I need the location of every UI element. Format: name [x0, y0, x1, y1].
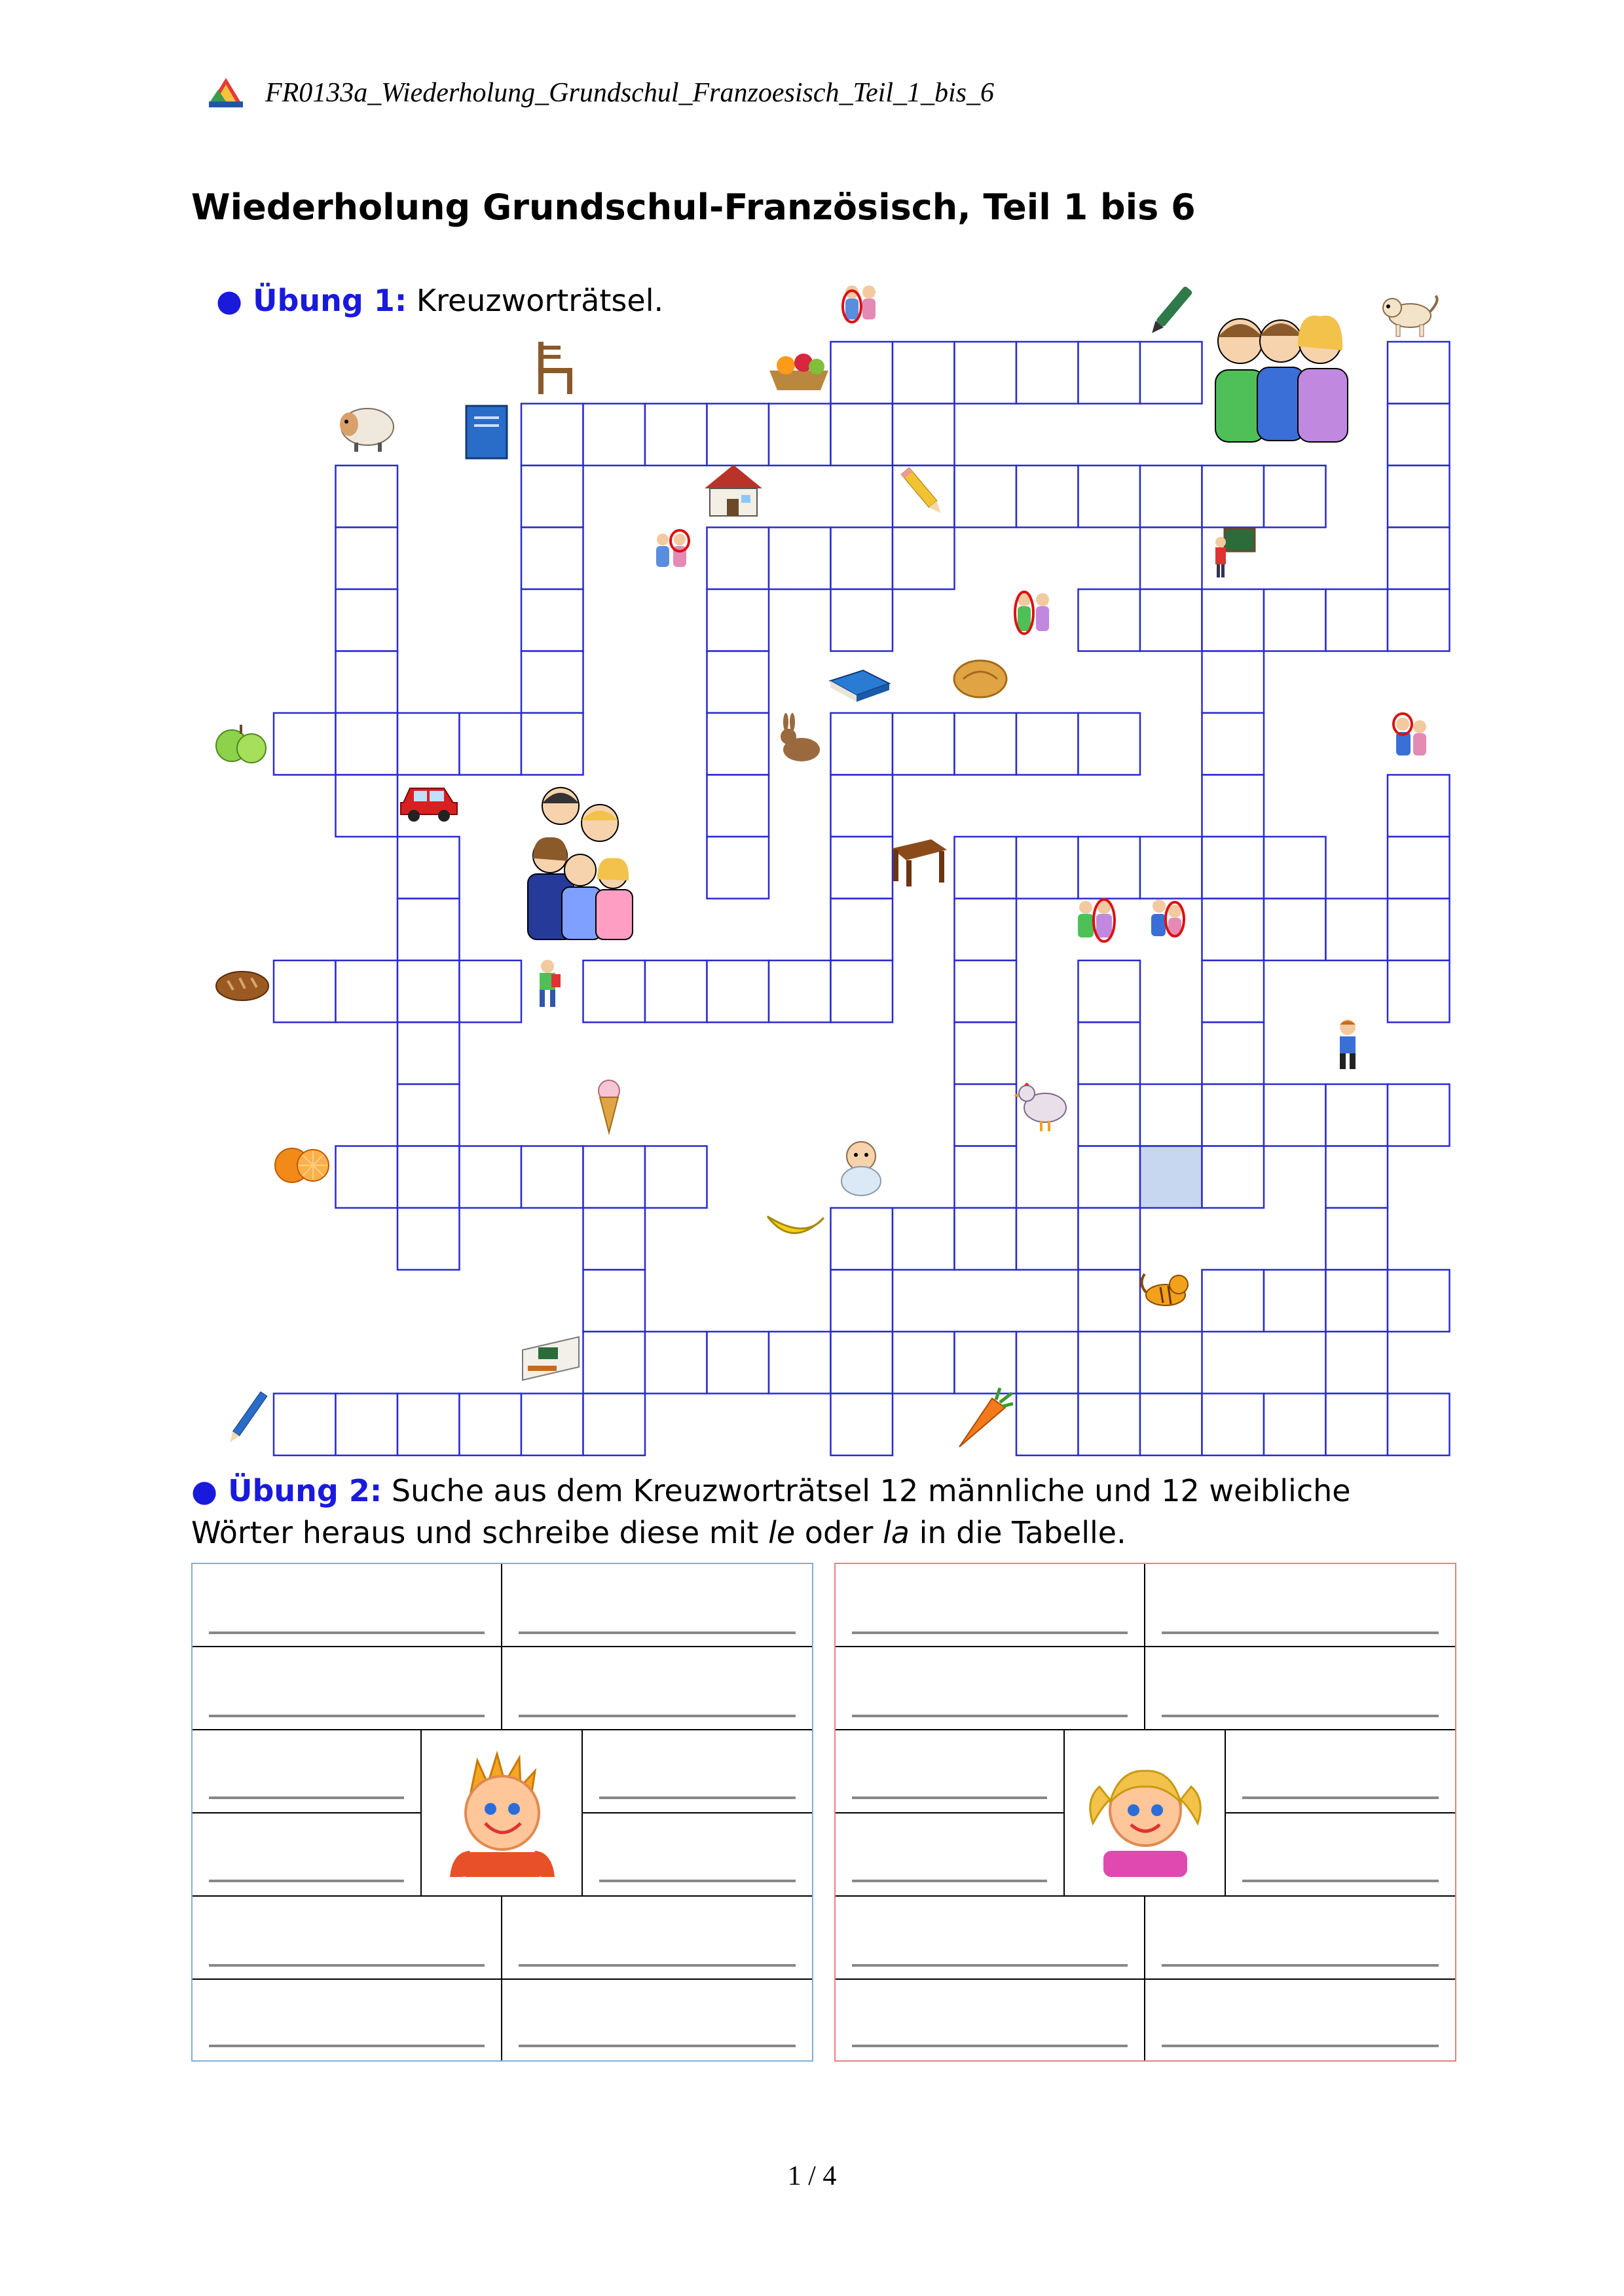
crossword-cell[interactable]	[1326, 1146, 1388, 1209]
crossword-cell[interactable]	[336, 1146, 398, 1209]
big-family-icon	[528, 788, 633, 939]
crossword-cell[interactable]	[955, 465, 1017, 528]
crossword-cell[interactable]	[831, 1332, 893, 1394]
crossword-cell[interactable]	[707, 713, 769, 775]
crossword-cell[interactable]	[336, 528, 398, 590]
crossword-cell[interactable]	[645, 404, 707, 466]
answer-cell[interactable]	[1226, 1813, 1455, 1895]
crossword-cell[interactable]	[707, 528, 769, 590]
crossword-cell[interactable]	[831, 589, 893, 651]
answer-line	[599, 1796, 796, 1799]
crossword-cell[interactable]	[1016, 1394, 1079, 1456]
bread-roll-icon	[954, 661, 1006, 697]
answer-line	[209, 1715, 485, 1717]
crossword-cell[interactable]	[955, 837, 1017, 899]
family-icon	[1215, 316, 1348, 442]
crossword-cell[interactable]	[1079, 960, 1141, 1023]
answer-cell[interactable]	[1226, 1730, 1455, 1813]
crossword-cell[interactable]	[274, 713, 336, 775]
crossword-cell[interactable]	[1326, 1332, 1388, 1394]
crossword-cell[interactable]	[397, 713, 460, 775]
crossword-cell[interactable]	[769, 528, 831, 590]
crossword-cell[interactable]	[1140, 1332, 1202, 1394]
crossword-cell[interactable]	[1016, 342, 1079, 404]
crossword-cell[interactable]	[1079, 1084, 1141, 1146]
exercise-2-text-mid: oder	[795, 1515, 883, 1550]
grandparents-icon	[843, 285, 876, 322]
crossword-cell[interactable]	[397, 1023, 460, 1085]
answer-line	[519, 1631, 796, 1634]
crossword-cell[interactable]	[1388, 960, 1450, 1023]
crossword-cell[interactable]	[955, 1332, 1017, 1394]
answer-line	[519, 1964, 796, 1967]
crossword-cell[interactable]	[707, 775, 769, 837]
exercise-1-label: ● Übung 1:	[216, 283, 407, 318]
crossword-cell[interactable]	[397, 960, 460, 1023]
article-le: le	[768, 1515, 796, 1550]
answer-line	[1242, 1796, 1439, 1799]
crossword-cell[interactable]	[397, 1394, 460, 1456]
crossword-cell[interactable]	[521, 1394, 583, 1456]
crossword-cell[interactable]	[831, 342, 893, 404]
answer-line	[852, 2045, 1128, 2047]
crossword-cell[interactable]	[336, 713, 398, 775]
crossword-cell[interactable]	[707, 651, 769, 714]
answer-cell[interactable]	[1145, 1647, 1455, 1730]
crossword-cell[interactable]	[1140, 1084, 1202, 1146]
crossword-cell[interactable]	[1388, 1394, 1450, 1456]
crossword-cell[interactable]	[336, 589, 398, 651]
table-row	[836, 1647, 1455, 1730]
crossword-cell[interactable]	[831, 528, 893, 590]
crossword-cell[interactable]	[769, 960, 831, 1023]
page-title: Wiederholung Grundschul-Französisch, Teil 1 bis 6	[191, 187, 1196, 228]
crossword-cell[interactable]	[707, 1332, 769, 1394]
crossword-cell[interactable]	[1326, 589, 1388, 651]
answer-line	[852, 1796, 1047, 1799]
crossword-cell[interactable]	[274, 1394, 336, 1456]
crossword-cell[interactable]	[1326, 1270, 1388, 1332]
answer-cell[interactable]	[1145, 1980, 1455, 2060]
girl-face-icon	[1080, 1747, 1211, 1878]
pupil-icon	[540, 960, 561, 1007]
crossword-cell[interactable]	[397, 837, 460, 899]
answer-cell[interactable]	[193, 1730, 422, 1813]
crossword-cell[interactable]	[645, 960, 707, 1023]
crossword-cell[interactable]	[707, 589, 769, 651]
answer-cell[interactable]	[836, 1730, 1065, 1813]
exercise-2-text-after: in die Tabelle.	[909, 1515, 1126, 1550]
crossword-cell[interactable]	[1079, 1208, 1141, 1270]
answer-line	[852, 1880, 1047, 1882]
sheep-icon	[340, 409, 394, 452]
crossword-cell[interactable]	[1202, 589, 1264, 651]
answer-cell[interactable]	[502, 1980, 812, 2060]
answer-line	[1162, 2045, 1439, 2047]
table-row	[836, 1897, 1455, 1980]
crossword-cell[interactable]	[1079, 713, 1141, 775]
crossword-cell[interactable]	[1388, 342, 1450, 404]
crossword-cell[interactable]	[1202, 1023, 1264, 1085]
crossword-cell[interactable]	[1388, 465, 1450, 528]
hen-icon	[1014, 1083, 1066, 1131]
answer-line	[852, 1964, 1128, 1967]
answer-cell[interactable]	[193, 1897, 502, 1980]
pen-icon	[1148, 285, 1193, 337]
crossword-cell[interactable]	[1079, 1023, 1141, 1085]
masculine-words-table	[191, 1563, 813, 2062]
crossword-cell[interactable]	[1140, 528, 1202, 590]
crossword-cell[interactable]	[1264, 1084, 1326, 1146]
table-row	[193, 1897, 812, 1980]
crossword-cell[interactable]	[1202, 1394, 1264, 1456]
crossword-cell[interactable]	[397, 1146, 460, 1209]
carrot-icon	[959, 1388, 1013, 1447]
crossword-cell[interactable]	[1202, 651, 1264, 714]
crossword-cell[interactable]	[336, 1394, 398, 1456]
crossword-cell[interactable]	[1079, 1146, 1141, 1209]
crossword-cell[interactable]	[707, 837, 769, 899]
crossword-cell[interactable]	[831, 960, 893, 1023]
cat-icon	[1141, 1274, 1188, 1305]
bread-icon	[216, 972, 268, 1000]
crossword-cell[interactable]	[1264, 1394, 1326, 1456]
boy-icon	[1340, 1019, 1356, 1069]
crossword-cell[interactable]	[1079, 1270, 1141, 1332]
brother-icon	[1078, 900, 1115, 941]
crossword-cell[interactable]	[1326, 899, 1388, 961]
table-row	[836, 1730, 1455, 1897]
crossword-cell[interactable]	[707, 404, 769, 466]
crossword-cell[interactable]	[460, 713, 522, 775]
crossword-cell[interactable]	[521, 528, 583, 590]
grandfather-icon	[1393, 714, 1426, 756]
crossword-cell[interactable]	[955, 1023, 1017, 1085]
crossword-cell[interactable]	[1079, 342, 1141, 404]
cousin-icon	[1151, 900, 1184, 936]
crossword-cell[interactable]	[336, 465, 398, 528]
crossword-cell[interactable]	[1264, 899, 1326, 961]
answer-cell[interactable]	[836, 1897, 1145, 1980]
crossword-cell[interactable]	[831, 1208, 893, 1270]
crossword-cell[interactable]	[893, 342, 955, 404]
answer-cell[interactable]	[502, 1897, 812, 1980]
crossword-cell[interactable]	[274, 960, 336, 1023]
crossword-cell[interactable]	[460, 1394, 522, 1456]
table-row	[193, 1980, 812, 2060]
crossword-cell[interactable]	[831, 837, 893, 899]
answer-cell[interactable]	[836, 1813, 1065, 1895]
orange-icon	[275, 1148, 329, 1182]
teacher-icon	[1215, 529, 1255, 577]
crossword-cell[interactable]	[460, 960, 522, 1023]
answer-cell[interactable]	[193, 1813, 422, 1895]
answer-cell[interactable]	[193, 1980, 502, 2060]
classroom-icon	[523, 1337, 579, 1380]
baby-icon	[841, 1142, 881, 1195]
answer-line	[1162, 1631, 1439, 1634]
crossword-cell[interactable]	[397, 899, 460, 961]
exercise-2-instructions	[191, 1470, 1458, 1554]
answer-line	[209, 2045, 485, 2047]
crossword-cell[interactable]	[955, 342, 1017, 404]
crossword-cell[interactable]	[397, 1084, 460, 1146]
crossword-cell[interactable]	[521, 713, 583, 775]
table-row	[193, 1564, 812, 1647]
ice-cream-icon	[599, 1080, 619, 1133]
car-icon	[401, 788, 457, 822]
sister-icon	[1015, 592, 1049, 634]
crossword-cell[interactable]	[955, 1146, 1017, 1209]
crossword-cell[interactable]	[583, 960, 646, 1023]
rabbit-icon	[781, 713, 820, 761]
pencil-icon	[227, 1392, 267, 1445]
crossword-cell[interactable]	[831, 404, 893, 466]
crossword-cell[interactable]	[1079, 465, 1141, 528]
crossword-cell-highlighted[interactable]	[1140, 1146, 1202, 1209]
table-row	[193, 1730, 812, 1897]
crossword-cell[interactable]	[645, 1146, 707, 1209]
table-icon	[892, 839, 947, 886]
apple-icon	[216, 725, 266, 763]
answer-line	[209, 1631, 485, 1634]
crossword-cell[interactable]	[893, 1332, 955, 1394]
crossword-cell[interactable]	[1388, 589, 1450, 651]
crossword-cell[interactable]	[1264, 837, 1326, 899]
exercise-2-text-before: Suche aus dem Kreuzworträtsel 12 männliche und 12 weibliche Wörter heraus und schreibe diese mit	[191, 1473, 1351, 1550]
crossword-cell[interactable]	[769, 404, 831, 466]
article-la: la	[882, 1515, 910, 1550]
crossword-cell[interactable]	[336, 651, 398, 714]
answer-line	[209, 1964, 485, 1967]
crossword-cell[interactable]	[893, 528, 955, 590]
crossword-cell[interactable]	[831, 775, 893, 837]
crossword-cell[interactable]	[1388, 1270, 1450, 1332]
crossword-cell[interactable]	[583, 1208, 646, 1270]
table-row	[836, 1564, 1455, 1647]
crossword-cell[interactable]	[1079, 589, 1141, 651]
exercise-1-text: Kreuzworträtsel.	[416, 283, 664, 318]
house-icon	[705, 465, 762, 516]
dog-icon	[1383, 296, 1437, 337]
crossword-cell[interactable]	[1140, 837, 1202, 899]
crossword-cell[interactable]	[955, 1208, 1017, 1270]
crossword-cell[interactable]	[707, 960, 769, 1023]
crossword-cell[interactable]	[1202, 1084, 1264, 1146]
chair-icon	[538, 342, 572, 394]
answer-line	[1242, 1880, 1439, 1882]
crossword-cell[interactable]	[1264, 465, 1326, 528]
crossword-cell[interactable]	[1079, 837, 1141, 899]
crossword-cell[interactable]	[1264, 1270, 1326, 1332]
answer-cell[interactable]	[193, 1564, 502, 1647]
answer-line	[519, 2045, 796, 2047]
crossword-cell[interactable]	[1388, 899, 1450, 961]
answer-cell[interactable]	[836, 1647, 1145, 1730]
crossword-cell[interactable]	[1140, 342, 1202, 404]
crossword-cell[interactable]	[1079, 1332, 1141, 1394]
crossword-cell[interactable]	[893, 713, 955, 775]
crossword-cell[interactable]	[1016, 1332, 1079, 1394]
document-filename: FR0133a_Wiederholung_Grundschul_Franzoesisch_Teil_1_bis_6	[265, 78, 994, 108]
crossword-cell[interactable]	[1016, 713, 1079, 775]
crossword-cell[interactable]	[1079, 1394, 1141, 1456]
crossword-cell[interactable]	[583, 1270, 646, 1332]
answer-cell[interactable]	[583, 1813, 812, 1895]
answer-line	[209, 1880, 404, 1882]
crossword-cell[interactable]	[336, 960, 398, 1023]
answer-cell[interactable]	[502, 1647, 812, 1730]
boy-picture-cell	[422, 1730, 583, 1895]
crossword-cell[interactable]	[893, 404, 955, 466]
table-row	[836, 1980, 1455, 2060]
crossword-cell[interactable]	[583, 404, 646, 466]
answer-line	[1162, 1964, 1439, 1967]
crossword-cell[interactable]	[521, 651, 583, 714]
crossword-cell[interactable]	[1202, 775, 1264, 837]
fruit-basket-icon	[769, 354, 828, 390]
crossword-cell[interactable]	[1388, 775, 1450, 837]
crossword-cell[interactable]	[521, 404, 583, 466]
answer-cell[interactable]	[1145, 1897, 1455, 1980]
answer-cell[interactable]	[193, 1647, 502, 1730]
crossword-cell[interactable]	[955, 1084, 1017, 1146]
answer-cell[interactable]	[1145, 1564, 1455, 1647]
crossword-cell[interactable]	[583, 1394, 646, 1456]
crossword-cell[interactable]	[893, 1208, 955, 1270]
crossword-cell[interactable]	[1388, 528, 1450, 590]
crossword-cell[interactable]	[1140, 1394, 1202, 1456]
banana-icon	[767, 1216, 824, 1233]
crossword-cell[interactable]	[521, 1146, 583, 1209]
crossword-cell[interactable]	[1326, 1394, 1388, 1456]
crossword-cell[interactable]	[1326, 1084, 1388, 1146]
crossword-cell[interactable]	[583, 1146, 646, 1209]
crossword-cell[interactable]	[955, 899, 1017, 961]
crossword-cell[interactable]	[1388, 404, 1450, 466]
answer-cell[interactable]	[583, 1730, 812, 1813]
crossword-cell[interactable]	[397, 1208, 460, 1270]
crossword-cell[interactable]	[1016, 465, 1079, 528]
crossword-cell[interactable]	[1202, 1270, 1264, 1332]
crossword-cell[interactable]	[1202, 465, 1264, 528]
answer-line	[1162, 1715, 1439, 1717]
crossword-cell[interactable]	[1016, 837, 1079, 899]
crossword-cell[interactable]	[831, 899, 893, 961]
notebook-icon	[466, 406, 507, 458]
crossword-cell[interactable]	[1202, 837, 1264, 899]
crossword-cell[interactable]	[955, 960, 1017, 1023]
page-number: 1 / 4	[787, 2161, 837, 2191]
crossword-cell[interactable]	[769, 1332, 831, 1394]
crossword-cell[interactable]	[831, 713, 893, 775]
crossword-cell[interactable]	[1016, 1208, 1079, 1270]
answer-line	[519, 1715, 796, 1717]
crossword-cell[interactable]	[521, 465, 583, 528]
crossword-cell[interactable]	[336, 775, 398, 837]
crossword-cell[interactable]	[460, 1146, 522, 1209]
crossword-cell[interactable]	[1202, 1146, 1264, 1209]
crossword-cell[interactable]	[1140, 465, 1202, 528]
crossword-cell[interactable]	[1388, 837, 1450, 899]
exercise-2-label: ● Übung 2:	[191, 1473, 382, 1508]
crossword-cell[interactable]	[955, 713, 1017, 775]
crossword-cell[interactable]	[1202, 899, 1264, 961]
girl-picture-cell	[1065, 1730, 1226, 1895]
boy-face-icon	[437, 1747, 568, 1878]
crossword-cell[interactable]	[1140, 589, 1202, 651]
crossword-cell[interactable]	[1202, 960, 1264, 1023]
answer-line	[852, 1715, 1128, 1717]
crossword-cell[interactable]	[1264, 589, 1326, 651]
table-row	[193, 1647, 812, 1730]
crossword-cell[interactable]	[831, 1270, 893, 1332]
crossword-cell[interactable]	[1326, 1208, 1388, 1270]
answer-cell[interactable]	[836, 1980, 1145, 2060]
crossword-cell[interactable]	[1388, 1084, 1450, 1146]
crossword-cell[interactable]	[1202, 713, 1264, 775]
crossword-cell[interactable]	[583, 1332, 646, 1394]
book-icon	[830, 670, 889, 702]
grandmother-icon	[656, 530, 689, 567]
feminine-words-table	[834, 1563, 1456, 2062]
crossword-cell[interactable]	[645, 1332, 707, 1394]
crossword-cell[interactable]	[831, 1394, 893, 1456]
answer-line	[852, 1631, 1128, 1634]
answer-cell[interactable]	[836, 1564, 1145, 1647]
answer-line	[599, 1880, 796, 1882]
crossword-cell[interactable]	[521, 589, 583, 651]
answer-line	[209, 1796, 404, 1799]
answer-cell[interactable]	[502, 1564, 812, 1647]
